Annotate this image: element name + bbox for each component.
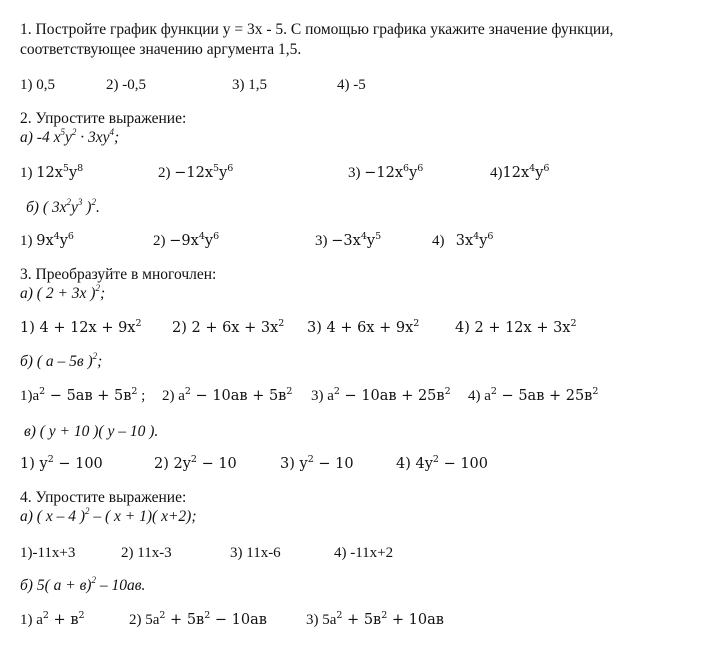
task2-title: 2. Упростите выражение:	[20, 110, 187, 127]
task3-b-option-2: 2) $a^2 - 10aв + 5в^2$	[162, 386, 293, 404]
task2-b-option-2: $2) -9x^4y^6$	[153, 231, 220, 249]
task3-title: 3. Преобразуйте в многочлен:	[20, 266, 217, 283]
task2-a-option-3: $3) -12x^6y^6$	[348, 163, 424, 181]
task4-b-expression: б) 5( a + в)$^2$ – 10aв.	[20, 575, 146, 594]
task4-a-option-4: 4) -11x+2	[334, 545, 394, 561]
task3-a-option-1: 1) $4 + 12x + 9x^2$	[20, 318, 142, 336]
task4-a-option-3: 3) 11x-6	[230, 545, 281, 561]
task3-a-option-3: 3) $4 + 6x + 9x^2$	[307, 318, 420, 336]
task4-b-option-1: 1) $a^2 + в^2$	[20, 610, 85, 628]
task2-b-option-3: $3) -3x^4y^5$	[315, 231, 382, 249]
task2-b-option-4: 4) $3x^4y^6$	[432, 231, 494, 249]
task1-option-2: 2) -0,5	[106, 77, 146, 93]
task2-a-option-1: 1) $12x^5y^8$	[20, 163, 84, 181]
task3-c-option-1: 1) $y^2 - 100$	[20, 454, 103, 472]
task3-b-option-3: 3) $a^2 - 10aв + 25в^2$	[311, 386, 451, 404]
task2-b-option-1: 1) $9x^4y^6$	[20, 231, 74, 249]
task3-c-option-3: 3) $y^2 - 10$	[280, 454, 354, 472]
task2-a-expression: а) -4 $x^5y^2 \cdot 3xy^4$;	[20, 127, 120, 146]
task3-c-expression: в) ( y + 10 )( y – 10 ).	[24, 423, 159, 440]
task3-b-option-1: $1)a^2 - 5aв + 5в^2$ ;	[20, 386, 146, 404]
task1-line2: соответствующее значению аргумента 1,5.	[20, 41, 302, 58]
task4-a-expression: а) ( x – 4 )$^2$ – ( x + 1)( x+2);	[20, 506, 197, 525]
task4-a-option-2: 2) 11x-3	[121, 545, 172, 561]
task4-b-option-2: 2) $5a^2 + 5в^2 - 10aв$	[129, 610, 267, 628]
task3-b-option-4: 4) $a^2 - 5aв + 25в^2$	[468, 386, 599, 404]
task2-a-option-2: $2) -12x^5y^6$	[158, 163, 234, 181]
task3-a-option-2: 2) $2 + 6x + 3x^2$	[172, 318, 285, 336]
task3-a-expression: а) ( 2 + 3x )$^2$;	[20, 283, 106, 302]
task1-line1: 1. Постройте график функции y = 3x - 5. С помощью графика укажите значение функции,	[20, 21, 614, 38]
task3-c-option-2: 2) $2y^2 - 10$	[154, 454, 237, 472]
task4-a-option-1: 1)-11x+3	[20, 545, 76, 561]
task1-option-1: 1) 0,5	[20, 77, 55, 93]
task2-a-option-4: $4)12x^4y^6$	[490, 163, 550, 181]
task3-c-option-4: 4) $4y^2 - 100$	[396, 454, 489, 472]
task3-a-option-4: 4) $2 + 12x + 3x^2$	[455, 318, 577, 336]
task1-option-3: 3) 1,5	[232, 77, 267, 93]
task1-option-4: 4) -5	[337, 77, 366, 93]
task4-title: 4. Упростите выражение:	[20, 489, 187, 506]
task4-b-option-3: 3) $5a^2 + 5в^2 + 10aв$	[306, 610, 444, 628]
task3-b-expression: б) ( a – 5в )$^2$;	[20, 351, 103, 370]
task2-b-expression: б) ( $3x^2y^3$ )$^2$.	[26, 197, 100, 216]
